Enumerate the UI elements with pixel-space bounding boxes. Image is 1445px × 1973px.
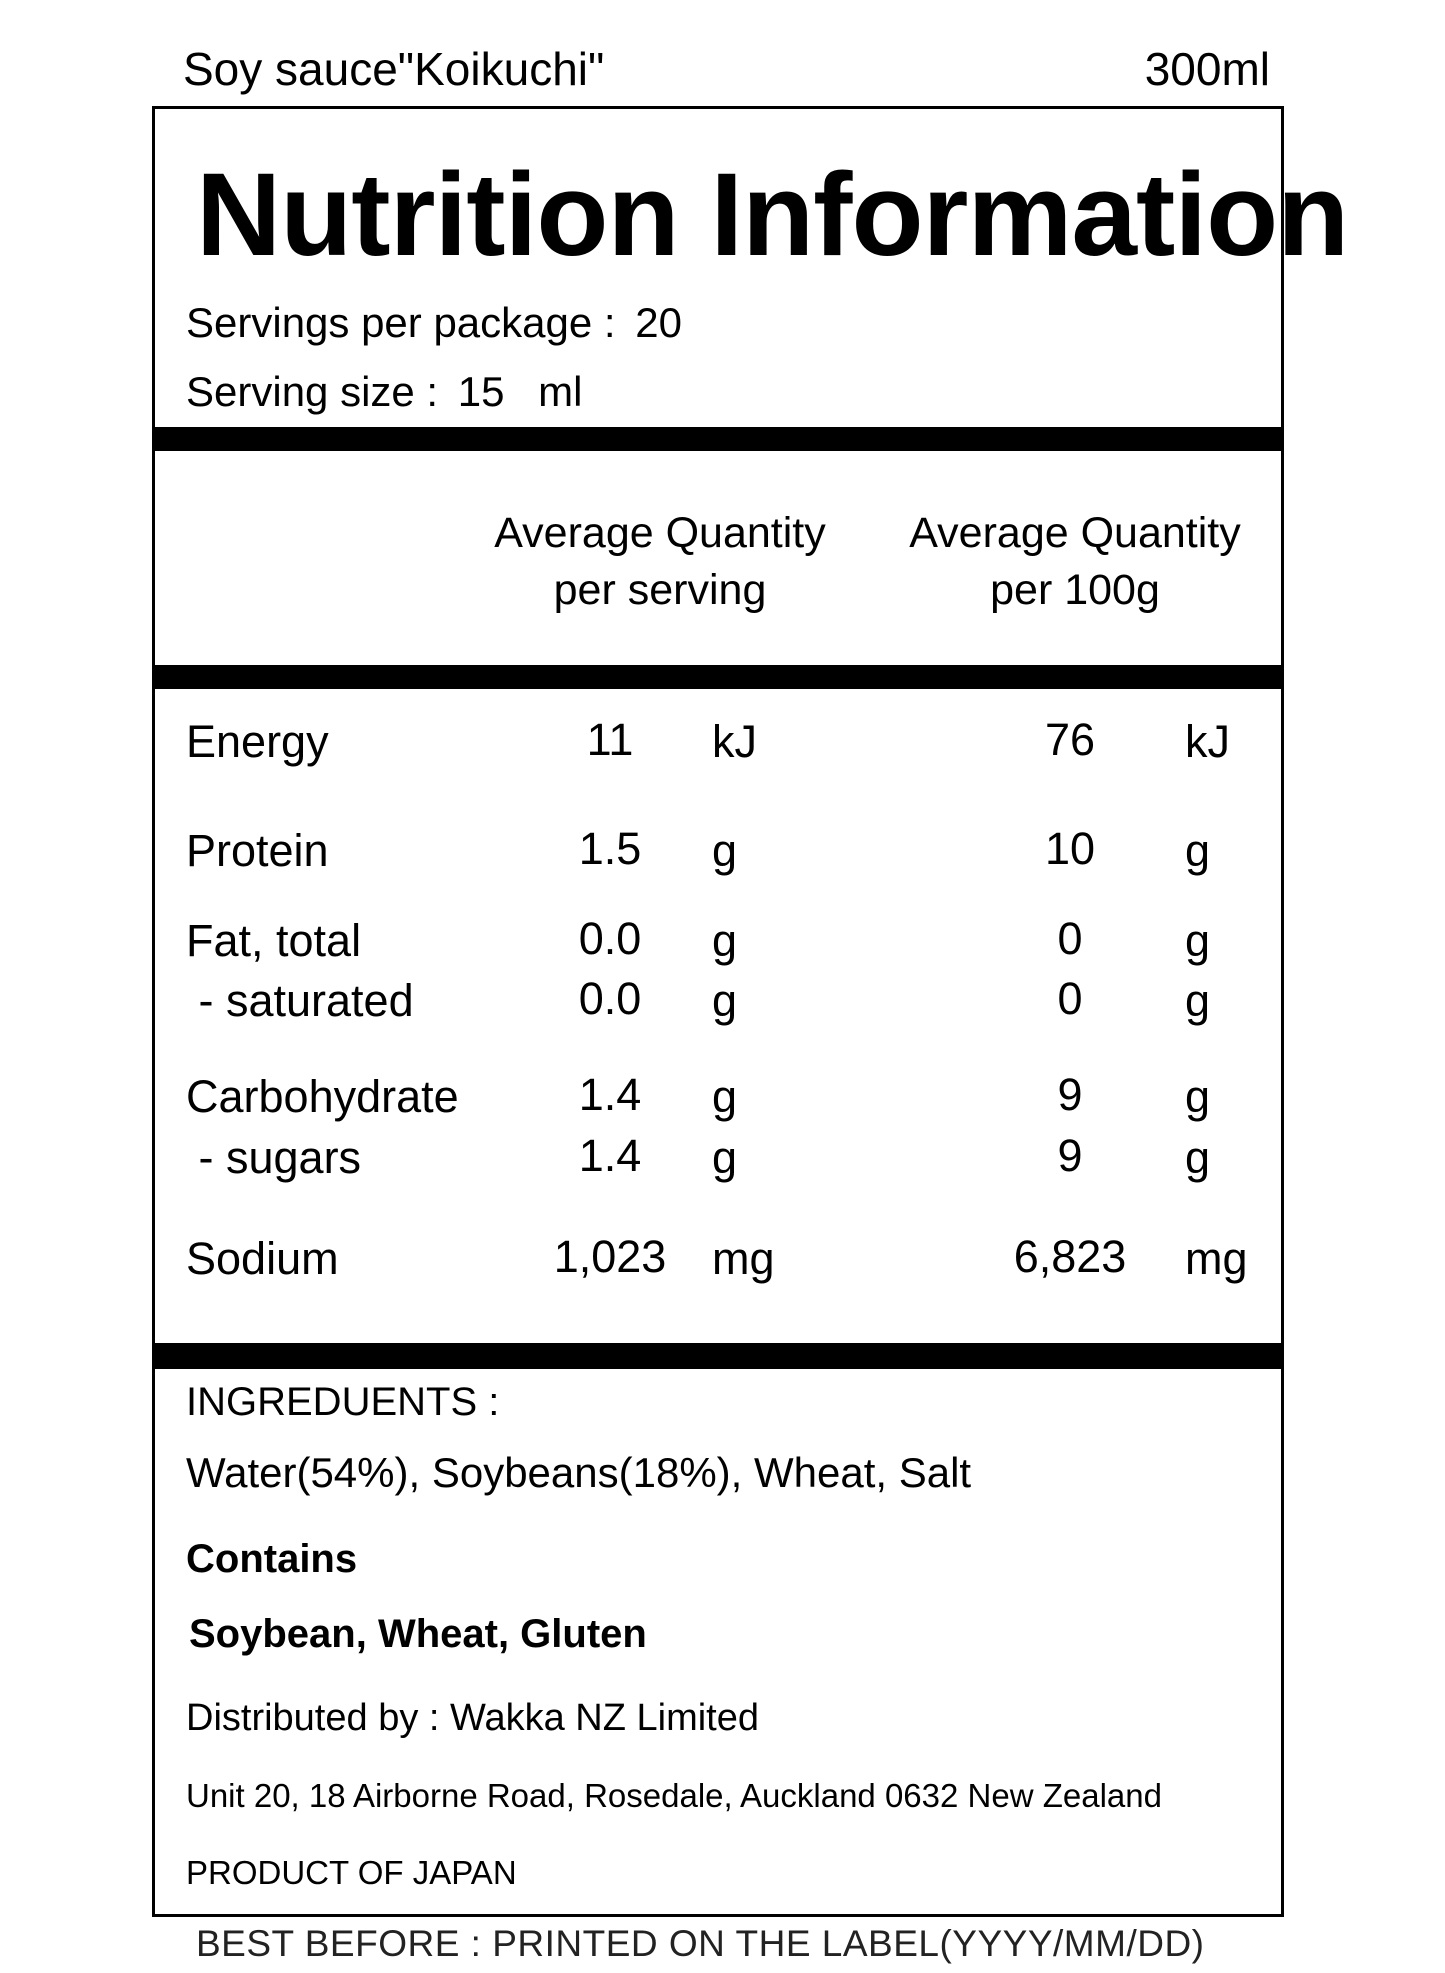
nutrient-per100-unit: g xyxy=(1185,915,1211,966)
nutrient-per100-value: 76 xyxy=(1044,714,1096,765)
divider-bar xyxy=(152,665,1284,689)
serving-size-unit: ml xyxy=(538,368,583,415)
nutrient-serving-value: 1,023 xyxy=(553,1231,667,1282)
contains-title: Contains xyxy=(186,1537,358,1581)
nutrient-name: Fat, total xyxy=(186,915,362,966)
divider-bar xyxy=(152,427,1284,451)
product-volume: 300ml xyxy=(1144,43,1270,95)
best-before-note: BEST BEFORE : PRINTED ON THE LABEL(YYYY/MM/DD) xyxy=(196,1923,1205,1964)
servings-per-package-value: 20 xyxy=(635,299,682,346)
servings-per-package xyxy=(186,299,682,347)
serving-size-label: Serving size : xyxy=(186,368,439,415)
serving-size-value: 15 xyxy=(457,368,505,415)
nutrient-serving-unit: g xyxy=(712,915,738,966)
nutrient-per100-value: 0 xyxy=(1057,913,1083,964)
nutrient-serving-unit: g xyxy=(712,1132,738,1183)
column-header-line: Average Quantity xyxy=(494,509,826,557)
nutrient-per100-unit: g xyxy=(1185,825,1211,876)
nutrient-per100-value: 9 xyxy=(1057,1130,1083,1181)
ingredients-list: Water(54%), Soybeans(18%), Wheat, Salt xyxy=(186,1449,972,1496)
nutrient-serving-value: 1.5 xyxy=(578,823,642,874)
nutrient-per100-unit: kJ xyxy=(1185,716,1230,767)
nutrient-per100-unit: g xyxy=(1185,1071,1211,1122)
nutrient-per100-value: 6,823 xyxy=(1013,1231,1127,1282)
distributor: Distributed by : Wakka NZ Limited xyxy=(186,1697,759,1739)
nutrient-serving-unit: kJ xyxy=(712,716,757,767)
column-header-line: per 100g xyxy=(990,566,1160,614)
nutrient-name: Protein xyxy=(186,825,329,876)
nutrient-per100-unit: g xyxy=(1185,975,1211,1026)
nutrient-serving-unit: g xyxy=(712,825,738,876)
servings-per-package-label: Servings per package : xyxy=(186,299,616,346)
nutrient-name: Energy xyxy=(186,716,329,767)
ingredients-title: INGREDUENTS : xyxy=(186,1380,500,1424)
nutrient-serving-value: 1.4 xyxy=(578,1069,642,1120)
column-header-line: per serving xyxy=(553,566,767,614)
nutrient-name: Carbohydrate xyxy=(186,1071,459,1122)
distributor-address: Unit 20, 18 Airborne Road, Rosedale, Auckland 0632 New Zealand xyxy=(186,1777,1162,1814)
nutrient-serving-value: 1.4 xyxy=(578,1130,642,1181)
allergens-list: Soybean, Wheat, Gluten xyxy=(189,1612,647,1656)
label-title: Nutrition Information xyxy=(196,149,1349,281)
nutrition-label xyxy=(152,106,1349,1917)
nutrient-name: - sugars xyxy=(186,1132,362,1183)
nutrient-serving-value: 0.0 xyxy=(578,973,642,1024)
divider-bar xyxy=(152,1343,1284,1369)
column-header-per-100g xyxy=(875,505,1275,619)
product-origin: PRODUCT OF JAPAN xyxy=(186,1854,517,1891)
nutrient-serving-value: 11 xyxy=(586,714,634,765)
nutrient-name: - saturated xyxy=(186,975,414,1026)
column-header-line: Average Quantity xyxy=(909,509,1241,557)
nutrient-serving-value: 0.0 xyxy=(578,913,642,964)
nutrient-name: Sodium xyxy=(186,1233,339,1284)
nutrient-per100-value: 10 xyxy=(1044,823,1096,874)
product-name: Soy sauce"Koikuchi" xyxy=(183,43,605,95)
nutrient-serving-unit: mg xyxy=(712,1233,775,1284)
nutrient-per100-value: 9 xyxy=(1057,1069,1083,1120)
nutrient-per100-value: 0 xyxy=(1057,973,1083,1024)
nutrient-serving-unit: g xyxy=(712,1071,738,1122)
nutrient-per100-unit: mg xyxy=(1185,1233,1248,1284)
nutrient-serving-unit: g xyxy=(712,975,738,1026)
serving-size xyxy=(186,368,583,416)
nutrient-per100-unit: g xyxy=(1185,1132,1211,1183)
column-header-per-serving xyxy=(475,505,845,619)
